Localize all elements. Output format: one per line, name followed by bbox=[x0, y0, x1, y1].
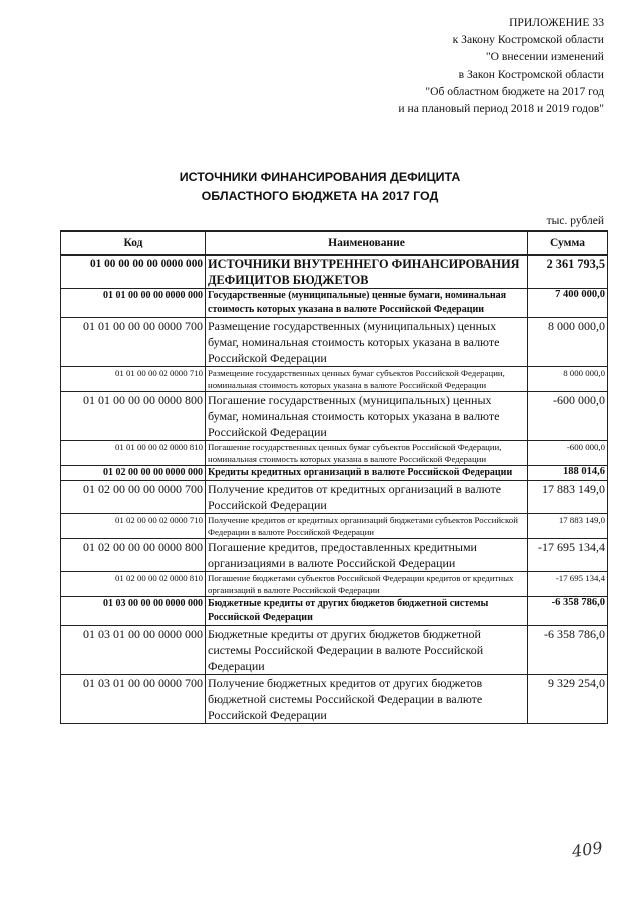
row-sum: 7 400 000,0 bbox=[528, 289, 608, 318]
appendix-line: "Об областном бюджете на 2017 год bbox=[425, 84, 604, 98]
table-row bbox=[61, 367, 608, 392]
table-row bbox=[61, 255, 608, 289]
table-row bbox=[61, 675, 608, 724]
row-sum: 8 000 000,0 bbox=[528, 318, 608, 367]
row-sum: 8 000 000,0 bbox=[528, 367, 608, 392]
row-code: 01 01 00 00 02 0000 710 bbox=[61, 367, 206, 392]
row-code: 01 03 01 00 00 0000 000 bbox=[61, 626, 206, 675]
financing-sources-table bbox=[60, 230, 608, 724]
row-sum: -6 358 786,0 bbox=[528, 626, 608, 675]
appendix-line: ПРИЛОЖЕНИЕ 33 bbox=[509, 16, 604, 29]
row-code: 01 02 00 00 00 0000 800 bbox=[61, 539, 206, 572]
units-label: тыс. рублей bbox=[546, 215, 604, 227]
table-row bbox=[61, 441, 608, 466]
row-code: 01 02 00 00 02 0000 710 bbox=[61, 514, 206, 539]
table-row bbox=[61, 514, 608, 539]
table-row bbox=[61, 597, 608, 626]
appendix-line: "О внесении изменений bbox=[485, 50, 604, 64]
row-code: 01 00 00 00 00 0000 000 bbox=[61, 255, 206, 289]
table-row bbox=[61, 626, 608, 675]
row-sum: -17 695 134,4 bbox=[528, 572, 608, 597]
document-title bbox=[0, 168, 640, 206]
table-row bbox=[61, 392, 608, 441]
row-name: Государственные (муниципальные) ценные бумаги, номинальная стоимость которых указана в валюте Российской Федерации bbox=[206, 289, 528, 318]
table-row bbox=[61, 466, 608, 481]
row-sum: 2 361 793,5 bbox=[528, 255, 608, 289]
table-header-row bbox=[61, 231, 608, 255]
row-code: 01 01 00 00 02 0000 810 bbox=[61, 441, 206, 466]
row-name: Получение бюджетных кредитов от других бюджетов бюджетной системы Российской Федерации в валюте Российской Федерации bbox=[206, 675, 528, 724]
row-code: 01 02 00 00 00 0000 000 bbox=[61, 466, 206, 481]
row-code: 01 03 01 00 00 0000 700 bbox=[61, 675, 206, 724]
appendix-line: и на плановый период 2018 и 2019 годов" bbox=[398, 102, 604, 116]
table-row bbox=[61, 289, 608, 318]
row-code: 01 01 00 00 00 0000 700 bbox=[61, 318, 206, 367]
row-name: Погашение государственных (муниципальных) ценных бумаг, номинальная стоимость которых указана в валюте Российской Федерации bbox=[206, 392, 528, 441]
header-name: Наименование bbox=[206, 231, 528, 255]
row-sum: -17 695 134,4 bbox=[528, 539, 608, 572]
appendix-header bbox=[398, 14, 604, 117]
row-sum: 17 883 149,0 bbox=[528, 481, 608, 514]
row-sum: -600 000,0 bbox=[528, 392, 608, 441]
table-row bbox=[61, 539, 608, 572]
row-code: 01 01 00 00 00 0000 800 bbox=[61, 392, 206, 441]
title-line: ИСТОЧНИКИ ФИНАНСИРОВАНИЯ ДЕФИЦИТА bbox=[179, 170, 461, 184]
row-sum: 188 014,6 bbox=[528, 466, 608, 481]
header-sum: Сумма bbox=[528, 231, 608, 255]
table-row bbox=[61, 481, 608, 514]
row-name: Размещение государственных ценных бумаг субъектов Российской Федерации, номинальная стоимость которых указана в валюте Российской Федерации bbox=[206, 367, 528, 392]
row-sum: -6 358 786,0 bbox=[528, 597, 608, 626]
appendix-line: в Закон Костромской области bbox=[458, 67, 604, 81]
row-code: 01 02 00 00 00 0000 700 bbox=[61, 481, 206, 514]
row-sum: -600 000,0 bbox=[528, 441, 608, 466]
row-name: Получение кредитов от кредитных организаций бюджетами субъектов Российской Федерации в валюте Российской Федерации bbox=[206, 514, 528, 539]
row-name: Погашение кредитов, предоставленных кредитными организациями в валюте Российской Федерации bbox=[206, 539, 528, 572]
row-sum: 9 329 254,0 bbox=[528, 675, 608, 724]
page-number: 409 bbox=[570, 837, 604, 862]
row-name: ИСТОЧНИКИ ВНУТРЕННЕГО ФИНАНСИРОВАНИЯ ДЕФИЦИТОВ БЮДЖЕТОВ bbox=[206, 255, 528, 289]
header-code: Код bbox=[61, 231, 206, 255]
row-code: 01 02 00 00 02 0000 810 bbox=[61, 572, 206, 597]
table-row bbox=[61, 572, 608, 597]
row-sum: 17 883 149,0 bbox=[528, 514, 608, 539]
row-code: 01 03 00 00 00 0000 000 bbox=[61, 597, 206, 626]
row-code: 01 01 00 00 00 0000 000 bbox=[61, 289, 206, 318]
row-name: Погашение бюджетами субъектов Российской Федерации кредитов от кредитных организаций в валюте Российской Федерации bbox=[206, 572, 528, 597]
row-name: Кредиты кредитных организаций в валюте Российской Федерации bbox=[206, 466, 528, 481]
table-row bbox=[61, 318, 608, 367]
row-name: Получение кредитов от кредитных организаций в валюте Российской Федерации bbox=[206, 481, 528, 514]
row-name: Бюджетные кредиты от других бюджетов бюджетной системы Российской Федерации bbox=[206, 597, 528, 626]
title-line: ОБЛАСТНОГО БЮДЖЕТА НА 2017 ГОД bbox=[201, 189, 439, 203]
row-name: Бюджетные кредиты от других бюджетов бюджетной системы Российской Федерации в валюте Российской Федерации bbox=[206, 626, 528, 675]
row-name: Погашение государственных ценных бумаг субъектов Российской Федерации, номинальная стоимость которых указана в валюте Российской Федерации bbox=[206, 441, 528, 466]
row-name: Размещение государственных (муниципальных) ценных бумаг, номинальная стоимость которых указана в валюте Российской Федерации bbox=[206, 318, 528, 367]
appendix-line: к Закону Костромской области bbox=[452, 33, 604, 47]
